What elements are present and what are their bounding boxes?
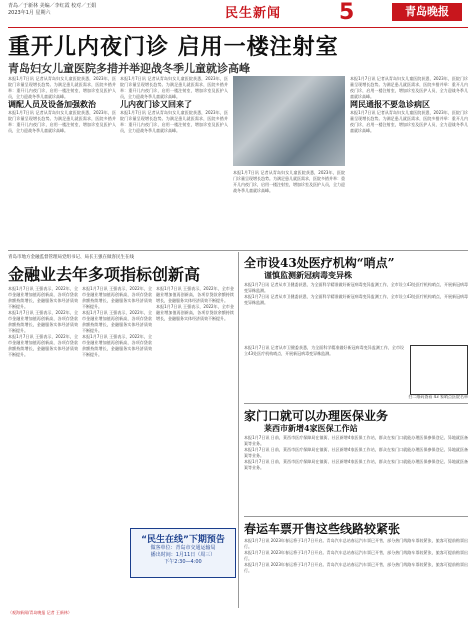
right-top-text-b: 本报1月7日讯 记者从市卫健委获悉，为全面科学精准做好新冠病毒变异监测工作，全市设立43处医疗机构哨点，开展新冠病毒变异株监测。: [244, 294, 468, 305]
header-rule: [8, 27, 468, 28]
right-divider-2: [244, 516, 468, 517]
right-top-body2: [244, 345, 404, 400]
right-divider-1: [244, 403, 468, 404]
top-story-text-1: 本报1月7日讯 记者从青岛妇女儿童医院获悉，2023年，医院门诊量呈现增长趋势。为满足患儿就医需求，医院多措并举：重开儿内夜门诊，启用一楼注射室，增加诊室及医护人员，全力迎战冬季儿童就诊高峰。: [8, 76, 116, 99]
right-mid-subhead: 莱西市新增4家医保工作站: [264, 423, 358, 433]
hospital-photo: [233, 76, 345, 166]
header-date: 2023年1月 星期六: [8, 10, 51, 16]
preview-title: “民生在线”下期预告: [141, 535, 225, 545]
newspaper-logo: 青岛晚报: [392, 3, 462, 21]
top-story-col3: [233, 170, 345, 246]
preview-date: 播出时间：1月11日（周三）: [150, 552, 216, 558]
header-meta: [8, 3, 96, 17]
top-story-subhead-3: 网民通报不要急诊病区: [350, 100, 430, 109]
left-text-3b: 本报1月7日讯 王强表示，2022年，全市金融业增加值再创新高，各项存贷款余额持续增长，金融服务实体经济质效不断提升。: [156, 304, 234, 321]
right-top-body: [244, 282, 468, 342]
top-story-text-4b: 本报1月7日讯 记者从青岛妇女儿童医院获悉，2023年，医院门诊量呈现增长趋势。为满足患儿就医需求，医院多措并举：重开儿内夜门诊，启用一楼注射室，增加诊室及医护人员，全力迎战冬季儿童就诊高峰。: [350, 110, 468, 133]
section-title: 民生新闻: [225, 6, 282, 21]
left-text-2b: 本报1月7日讯 王强表示，2022年，全市金融业增加值再创新高，各项存贷款余额持续增长，金融服务实体经济质效不断提升。: [82, 310, 152, 333]
right-mid-body: [244, 435, 468, 513]
top-story-text-2b: 本报1月7日讯 记者从青岛妇女儿童医院获悉，2023年，医院门诊量呈现增长趋势。为满足患儿就医需求，医院多措并举：重开儿内夜门诊，启用一楼注射室，增加诊室及医护人员，全力迎战冬季儿童就诊高峰。: [120, 110, 228, 133]
top-subheadline: 青岛妇女儿童医院多措并举迎战冬季儿童就诊高峰: [8, 62, 250, 75]
left-headline: 金融业去年多项指标创新高: [8, 265, 201, 284]
column-divider: [238, 252, 239, 608]
preview-time: 下午2:30—4:00: [164, 559, 202, 565]
left-col1: [8, 286, 78, 604]
right-bottom-text: 本报1月7日讯 2023年春运将于1月7日开启。青岛汽车总站春运汽车票已开售，部分热门线路车票较紧张，旅客可提前购票出行。: [244, 538, 468, 549]
left-text-2c: 本报1月7日讯 王强表示，2022年，全市金融业增加值再创新高，各项存贷款余额持续增长，金融服务实体经济质效不断提升。: [82, 334, 152, 357]
left-text-2: 本报1月7日讯 王强表示，2022年，全市金融业增加值再创新高，各项存贷款余额持续增长，金融服务实体经济质效不断提升。: [82, 286, 152, 309]
right-bottom-text-c: 本报1月7日讯 2023年春运将于1月7日开启。青岛汽车总站春运汽车票已开售，部分热门线路车票较紧张，旅客可提前购票出行。: [244, 562, 468, 573]
top-story-text-2: 本报1月7日讯 记者从青岛妇女儿童医院获悉，2023年，医院门诊量呈现增长趋势。为满足患儿就医需求，医院多措并举：重开儿内夜门诊，启用一楼注射室，增加诊室及医护人员，全力迎战冬季儿童就诊高峰。: [120, 76, 228, 99]
top-story-col1: [8, 76, 116, 246]
right-top-text-2: 本报1月7日讯 记者从市卫健委获悉，为全面科学精准做好新冠病毒变异监测工作，全市设立43处医疗机构哨点，开展新冠病毒变异株监测。: [244, 345, 404, 356]
page-number: 5: [339, 0, 355, 25]
right-bottom-body: [244, 538, 468, 608]
top-story-col4: [350, 76, 468, 246]
preview-guest: 做客单位：青岛市交通运输局: [150, 545, 216, 551]
section-divider: [8, 250, 468, 251]
right-mid-text: 本报1月7日讯 日前，莱西市医疗保障局在镇街、社区新增4家医保工作站，群众在家门口就能办理医保参保登记、异地就医备案等业务。: [244, 435, 468, 446]
footer-byline: （观海新闻/青岛晚报 记者 王新林）: [8, 610, 72, 615]
header-editors: 青岛／于新林 美编／李红霞 校对／王娟: [8, 3, 97, 9]
top-headline: 重开儿内夜门诊 启用一楼注射室: [8, 34, 339, 60]
top-story-text-3: 本报1月7日讯 记者从青岛妇女儿童医院获悉，2023年，医院门诊量呈现增长趋势。为满足患儿就医需求，医院多措并举：重开儿内夜门诊，启用一楼注射室，增加诊室及医护人员，全力迎战冬季儿童就诊高峰。: [233, 170, 345, 193]
right-bottom-headline: 春运车票开售这些线路较紧张: [244, 522, 401, 536]
right-mid-headline: 家门口就可以办理医保业务: [244, 409, 389, 423]
left-text-1b: 本报1月7日讯 王强表示，2022年，全市金融业增加值再创新高，各项存贷款余额持续增长，金融服务实体经济质效不断提升。: [8, 310, 78, 333]
top-story-col2: [120, 76, 228, 246]
qr-code-icon[interactable]: [410, 345, 468, 395]
top-story-text-4: 本报1月7日讯 记者从青岛妇女儿童医院获悉，2023年，医院门诊量呈现增长趋势。为满足患儿就医需求，医院多措并举：重开儿内夜门诊，启用一楼注射室，增加诊室及医护人员，全力迎战冬季儿童就诊高峰。: [350, 76, 468, 99]
right-top-headline: 全市设43处医疗机构“哨点”: [244, 256, 395, 270]
left-col3: [156, 286, 234, 526]
right-mid-text-b: 本报1月7日讯 日前，莱西市医疗保障局在镇街、社区新增4家医保工作站，群众在家门口就能办理医保参保登记、异地就医备案等业务。: [244, 447, 468, 458]
preview-box: [130, 528, 236, 578]
right-bottom-text-b: 本报1月7日讯 2023年春运将于1月7日开启。青岛汽车总站春运汽车票已开售，部分热门线路车票较紧张，旅客可提前购票出行。: [244, 550, 468, 561]
left-kicker: 青岛市地方金融监督管理局党组书记、局长王强在做客民生在线: [8, 255, 134, 260]
right-top-text: 本报1月7日讯 记者从市卫健委获悉，为全面科学精准做好新冠病毒变异监测工作，全市设立43处医疗机构哨点，开展新冠病毒变异株监测。: [244, 282, 468, 293]
left-text-3: 本报1月7日讯 王强表示，2022年，全市金融业增加值再创新高，各项存贷款余额持续增长，金融服务实体经济质效不断提升。: [156, 286, 234, 303]
top-story-text-1b: 本报1月7日讯 记者从青岛妇女儿童医院获悉，2023年，医院门诊量呈现增长趋势。为满足患儿就医需求，医院多措并举：重开儿内夜门诊，启用一楼注射室，增加诊室及医护人员，全力迎战冬季儿童就诊高峰。: [8, 110, 116, 133]
left-text-1: 本报1月7日讯 王强表示，2022年，全市金融业增加值再创新高，各项存贷款余额持续增长，金融服务实体经济质效不断提升。: [8, 286, 78, 309]
top-story-subhead-2: 调配人员及设备加强救治: [8, 100, 96, 109]
left-text-1c: 本报1月7日讯 王强表示，2022年，全市金融业增加值再创新高，各项存贷款余额持续增长，金融服务实体经济质效不断提升。: [8, 334, 78, 357]
right-top-subhead: 谨慎监测新冠病毒变异株: [264, 270, 352, 280]
page-header: [0, 0, 475, 28]
right-mid-text-c: 本报1月7日讯 日前，莱西市医疗保障局在镇街、社区新增4家医保工作站，群众在家门口就能办理医保参保登记、异地就医备案等业务。: [244, 459, 468, 470]
top-story-subhead-1: 儿内夜门诊又回来了: [120, 100, 192, 109]
qr-caption: 扫二维码查看 43 家哨点医院名单: [408, 394, 468, 399]
